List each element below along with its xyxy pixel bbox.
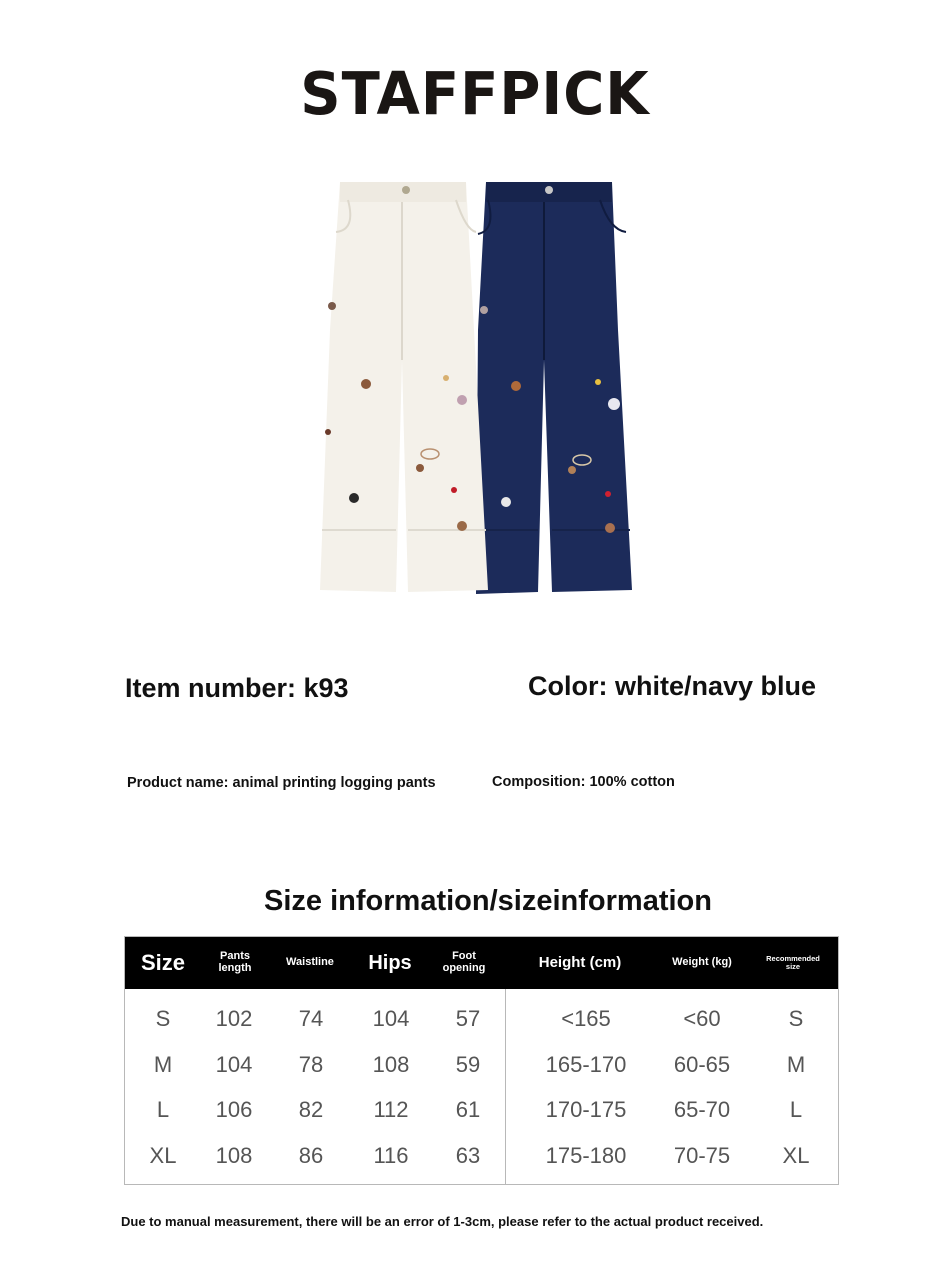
cell-pants-length: 108 — [215, 1143, 253, 1168]
header-recommended-size: Recommended size — [766, 954, 820, 971]
cell-height: 175-180 — [545, 1143, 627, 1168]
cell-recommended-size: XL — [782, 1143, 810, 1168]
header-height: Height (cm) — [538, 954, 622, 972]
header-pants-length: Pants length — [218, 950, 252, 974]
cell-foot-opening: 63 — [455, 1143, 481, 1168]
cell-waistline: 78 — [298, 1052, 324, 1077]
cell-height: <165 — [561, 1006, 611, 1031]
cell-weight: 60-65 — [673, 1052, 731, 1077]
cell-pants-length: 102 — [215, 1006, 253, 1031]
cell-hips: 108 — [372, 1052, 410, 1077]
cell-size: L — [156, 1097, 170, 1122]
cell-recommended-size: S — [788, 1006, 804, 1031]
header-foot-opening: Foot opening — [442, 950, 486, 974]
cell-waistline: 86 — [298, 1143, 324, 1168]
size-table — [124, 936, 839, 1185]
measurement-note: Due to manual measurement, there will be an error of 1-3cm, please refer to the actual product received. — [121, 1214, 764, 1229]
cell-recommended-size: M — [786, 1052, 806, 1077]
cell-size: XL — [149, 1143, 177, 1168]
color-info: Color: white/navy blue — [528, 671, 817, 701]
product-photo — [300, 170, 650, 610]
item-number: Item number: k93 — [125, 673, 349, 703]
cell-weight: 70-75 — [673, 1143, 731, 1168]
header-size: Size — [140, 950, 186, 976]
composition: Composition: 100% cotton — [492, 774, 675, 790]
cell-waistline: 74 — [298, 1006, 324, 1031]
size-table-header — [125, 937, 838, 989]
cell-pants-length: 104 — [215, 1052, 253, 1077]
cell-foot-opening: 61 — [455, 1097, 481, 1122]
cell-size: S — [155, 1006, 171, 1031]
cell-height: 170-175 — [545, 1097, 627, 1122]
cell-hips: 104 — [372, 1006, 410, 1031]
cell-foot-opening: 59 — [455, 1052, 481, 1077]
cell-pants-length: 106 — [215, 1097, 253, 1122]
cell-height: 165-170 — [545, 1052, 627, 1077]
header-weight: Weight (kg) — [672, 956, 732, 969]
cell-weight: <60 — [683, 1006, 721, 1031]
header-waistline: Waistline — [286, 956, 334, 969]
header-hips: Hips — [368, 951, 412, 974]
cell-size: M — [153, 1052, 173, 1077]
cell-waistline: 82 — [298, 1097, 324, 1122]
cell-weight: 65-70 — [673, 1097, 731, 1122]
cell-foot-opening: 57 — [455, 1006, 481, 1031]
size-section-title: Size information/sizeinformation — [264, 885, 712, 917]
brand-logo: STAFFPICK — [300, 60, 650, 129]
cell-hips: 112 — [373, 1097, 409, 1122]
cell-hips: 116 — [373, 1143, 409, 1168]
product-name: Product name: animal printing logging pants — [127, 775, 436, 791]
cell-recommended-size: L — [789, 1097, 803, 1122]
